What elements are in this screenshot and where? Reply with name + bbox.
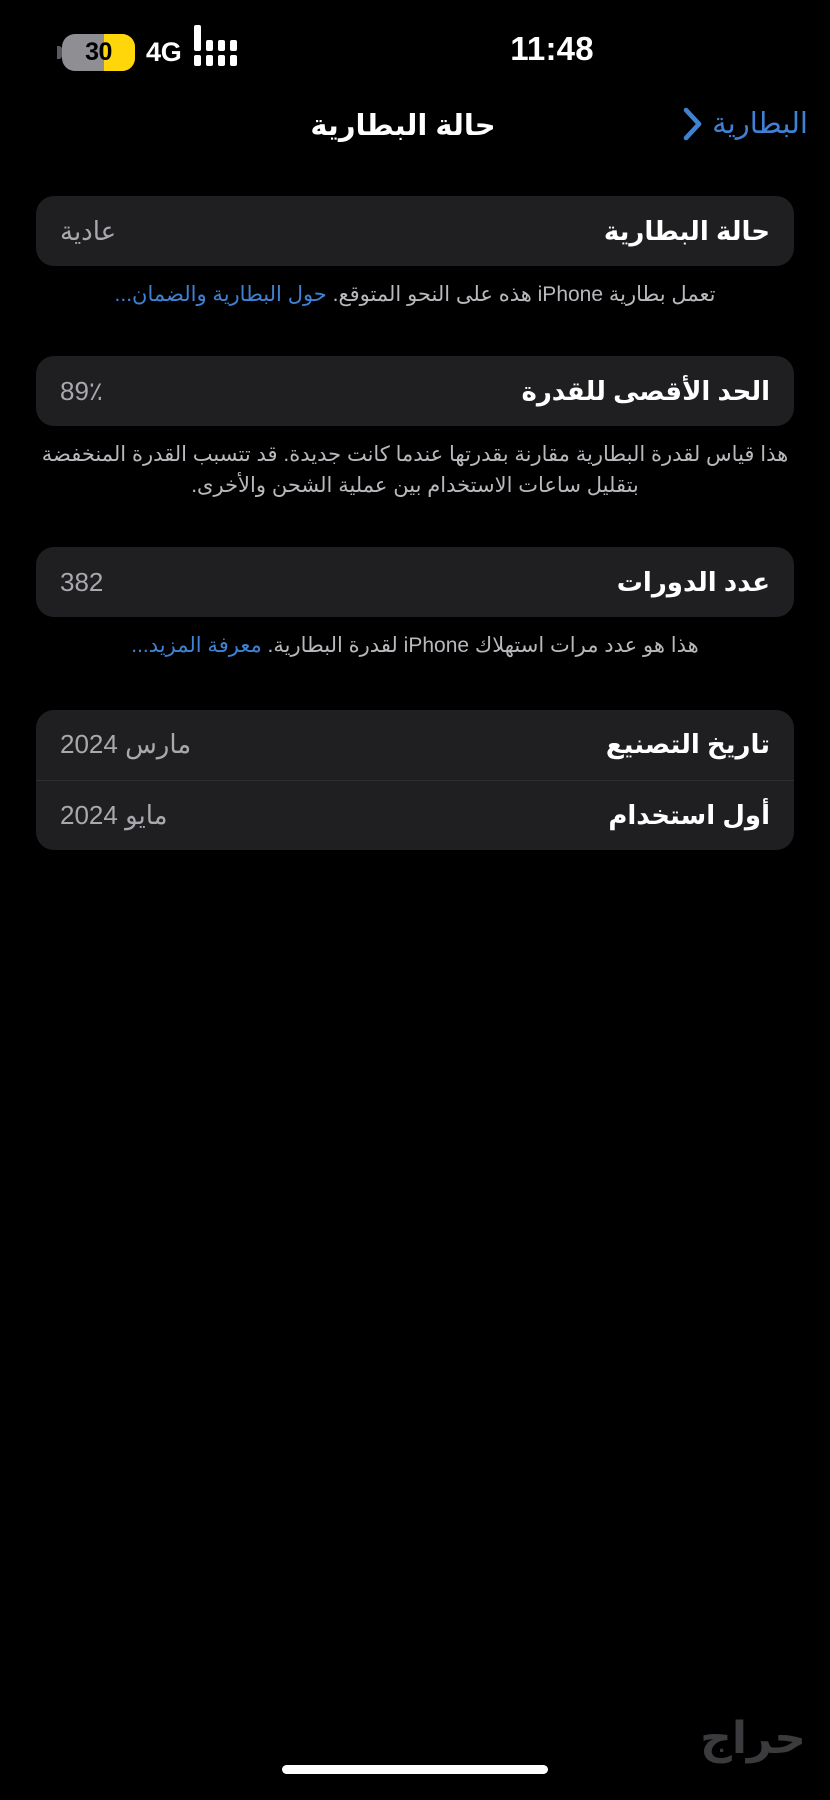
maximum-capacity-card (36, 356, 794, 426)
settings-content (0, 196, 830, 850)
row-value: 382 (60, 566, 104, 597)
footnote-link[interactable]: معرفة المزيد... (131, 634, 262, 658)
cycle-count-footnote (40, 631, 790, 661)
row-value: مارس 2024 (60, 729, 192, 760)
row-label: حالة البطارية (603, 215, 770, 246)
footnote-text: هذا هو عدد مرات استهلاك iPhone لقدرة البطارية. (261, 634, 699, 658)
page-title (0, 108, 830, 143)
table-row[interactable] (36, 547, 794, 617)
row-label: عدد الدورات (616, 566, 770, 597)
table-row (36, 710, 794, 780)
battery-dates-card (36, 710, 794, 850)
table-row[interactable] (36, 196, 794, 266)
row-value: عادية (60, 215, 117, 246)
clock-label: 11:48 (510, 30, 594, 67)
cycle-count-card (36, 547, 794, 617)
table-row (36, 780, 794, 850)
row-label: أول استخدام (608, 799, 770, 830)
table-row[interactable] (36, 356, 794, 426)
footnote-text: هذا قياس لقدرة البطارية مقارنة بقدرتها عندما كانت جديدة. قد تتسبب القدرة المنخفضة بتقليل ساعات الاستخدام بين عملية الشحن والأخرى. (41, 443, 789, 497)
back-button-label: البطارية (712, 108, 808, 140)
battery-state-footnote (40, 280, 790, 310)
status-bar (0, 0, 830, 100)
network-type-label: 4G (146, 37, 182, 67)
battery-state-card (36, 196, 794, 266)
battery-percent-label: 30 (85, 38, 112, 66)
footnote-link[interactable]: حول البطارية والضمان... (114, 283, 327, 306)
page-title-label: حالة البطارية (310, 110, 496, 142)
row-value: 89٪ (60, 375, 103, 406)
home-indicator[interactable] (282, 1765, 548, 1774)
row-label: الحد الأقصى للقدرة (521, 375, 770, 406)
navigation-bar (0, 100, 830, 170)
row-label: تاريخ التصنيع (605, 729, 770, 760)
footnote-text: تعمل بطارية iPhone هذه على النحو المتوقع. (326, 283, 716, 306)
maximum-capacity-footnote (40, 440, 790, 501)
row-value: مايو 2024 (60, 799, 168, 830)
watermark-label: حراج (700, 1714, 806, 1763)
status-bar-clock (0, 30, 830, 68)
